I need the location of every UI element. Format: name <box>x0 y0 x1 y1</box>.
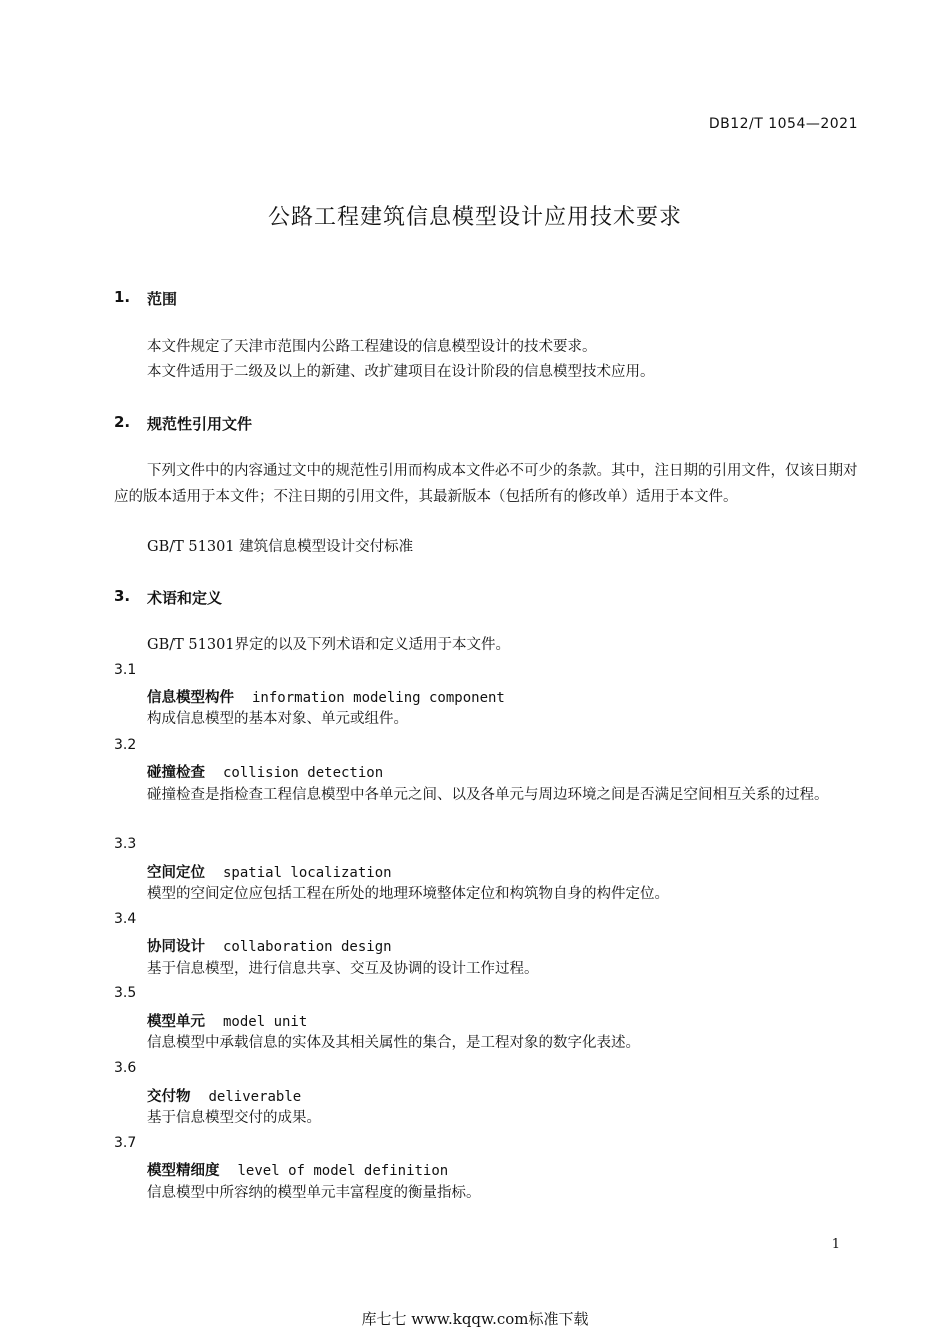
term-number: 3.4 <box>114 911 137 927</box>
term-definition: 碰撞检查是指检查工程信息模型中各单元之间、以及各单元与周边环境之间是否满足空间相互关系的过程。 <box>147 787 829 803</box>
section-1-paragraph-1: 本文件规定了天津市范围内公路工程建设的信息模型设计的技术要求。 <box>147 339 597 355</box>
term-heading <box>147 1159 448 1180</box>
term-zh: 协同设计 <box>147 939 205 955</box>
term-en: collision detection <box>223 765 384 781</box>
term-en: spatial localization <box>223 865 392 881</box>
term-en: model unit <box>223 1014 308 1030</box>
term-zh: 信息模型构件 <box>147 690 234 706</box>
section-3-heading: 术语和定义 <box>147 589 223 607</box>
term-number: 3.6 <box>114 1060 137 1076</box>
term-number: 3.3 <box>114 836 137 852</box>
section-1-heading: 范围 <box>147 290 178 308</box>
term-heading <box>147 761 383 782</box>
document-code: DB12/T 1054—2021 <box>708 116 858 132</box>
term-zh: 模型精细度 <box>147 1163 220 1179</box>
term-number: 3.7 <box>114 1135 137 1151</box>
section-2-number: 2. <box>114 413 131 431</box>
term-heading <box>147 861 392 882</box>
page-title: 公路工程建筑信息模型设计应用技术要求 <box>267 205 682 230</box>
section-3-intro: GB/T 51301界定的以及下列术语和定义适用于本文件。 <box>147 637 511 653</box>
section-1-number: 1. <box>114 288 131 306</box>
term-heading <box>147 1010 307 1031</box>
term-number: 3.1 <box>114 662 137 678</box>
term-definition: 模型的空间定位应包括工程在所处的地理环境整体定位和构筑物自身的构件定位。 <box>147 886 669 902</box>
term-number: 3.5 <box>114 985 137 1001</box>
section-3-number: 3. <box>114 587 131 605</box>
term-zh: 模型单元 <box>147 1014 205 1030</box>
term-zh: 碰撞检查 <box>147 765 205 781</box>
term-heading <box>147 935 392 956</box>
term-zh: 空间定位 <box>147 865 205 881</box>
term-zh: 交付物 <box>147 1089 191 1105</box>
term-number: 3.2 <box>114 737 137 753</box>
term-en: deliverable <box>208 1089 302 1105</box>
term-definition: 信息模型中所容纳的模型单元丰富程度的衡量指标。 <box>147 1185 481 1201</box>
term-en: level of model definition <box>237 1163 449 1179</box>
term-definition: 信息模型中承载信息的实体及其相关属性的集合，是工程对象的数字化表述。 <box>147 1035 640 1051</box>
section-1-paragraph-2: 本文件适用于二级及以上的新建、改扩建项目在设计阶段的信息模型技术应用。 <box>147 364 655 380</box>
section-2-heading: 规范性引用文件 <box>147 415 253 433</box>
term-definition: 构成信息模型的基本对象、单元或组件。 <box>147 711 408 727</box>
term-heading <box>147 686 505 707</box>
section-2-paragraph: 下列文件中的内容通过文中的规范性引用而构成本文件必不可少的条款。其中，注日期的引用文件，仅该日期对应的版本适用于本文件；不注日期的引用文件，其最新版本（包括所有的修改单）适用于本文件。 <box>114 463 858 505</box>
footer-watermark[interactable]: 库七七 www.kqqw.com标准下载 <box>361 1310 589 1328</box>
term-heading <box>147 1085 301 1106</box>
page-number: 1 <box>831 1237 840 1252</box>
term-definition: 基于信息模型交付的成果。 <box>147 1110 321 1126</box>
term-definition: 基于信息模型，进行信息共享、交互及协调的设计工作过程。 <box>147 961 539 977</box>
term-en: information modeling component <box>252 690 505 706</box>
normative-reference: GB/T 51301 建筑信息模型设计交付标准 <box>147 539 414 555</box>
term-en: collaboration design <box>223 939 392 955</box>
